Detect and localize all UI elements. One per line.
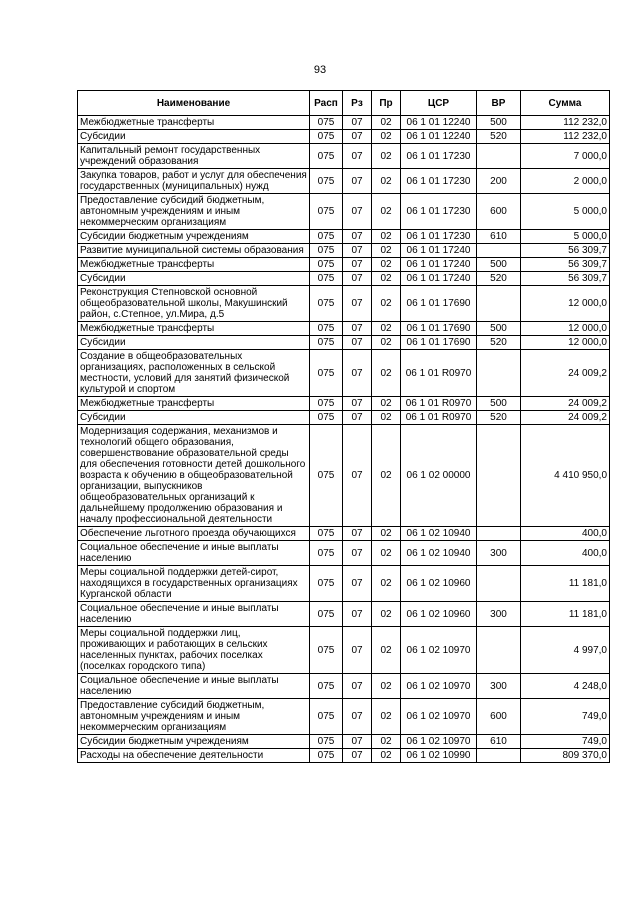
cell-sum: 12 000,0: [521, 286, 610, 322]
cell-vr: 500: [477, 322, 521, 336]
cell-rz: 07: [343, 602, 372, 627]
cell-rz: 07: [343, 749, 372, 763]
cell-vr: 200: [477, 169, 521, 194]
header-rz: Рз: [343, 91, 372, 116]
cell-rz: 07: [343, 336, 372, 350]
cell-rz: 07: [343, 258, 372, 272]
cell-rz: 07: [343, 350, 372, 397]
cell-name: Социальное обеспечение и иные выплаты населению: [78, 674, 310, 699]
cell-rz: 07: [343, 169, 372, 194]
table-row: [78, 272, 610, 286]
cell-vr: [477, 144, 521, 169]
table-row: [78, 674, 610, 699]
cell-name: Субсидии бюджетным учреждениям: [78, 230, 310, 244]
cell-csr: 06 1 01 17230: [401, 230, 477, 244]
cell-rasp: 075: [310, 350, 343, 397]
cell-sum: 2 000,0: [521, 169, 610, 194]
header-rasp: Расп: [310, 91, 343, 116]
cell-sum: 56 309,7: [521, 272, 610, 286]
cell-rasp: 075: [310, 272, 343, 286]
header-name: Наименование: [78, 91, 310, 116]
cell-rasp: 075: [310, 322, 343, 336]
cell-csr: 06 1 01 17230: [401, 169, 477, 194]
cell-vr: [477, 350, 521, 397]
cell-csr: 06 1 01 R0970: [401, 397, 477, 411]
cell-vr: 600: [477, 699, 521, 735]
cell-csr: 06 1 01 17240: [401, 258, 477, 272]
cell-sum: 749,0: [521, 735, 610, 749]
cell-sum: 7 000,0: [521, 144, 610, 169]
cell-sum: 5 000,0: [521, 194, 610, 230]
cell-csr: 06 1 01 17690: [401, 286, 477, 322]
cell-rz: 07: [343, 194, 372, 230]
table-row: [78, 627, 610, 674]
cell-rz: 07: [343, 735, 372, 749]
cell-sum: 400,0: [521, 541, 610, 566]
cell-rasp: 075: [310, 258, 343, 272]
cell-rasp: 075: [310, 116, 343, 130]
cell-name: Расходы на обеспечение деятельности: [78, 749, 310, 763]
cell-vr: 520: [477, 272, 521, 286]
cell-sum: 12 000,0: [521, 322, 610, 336]
table-row: [78, 322, 610, 336]
table-row: [78, 527, 610, 541]
cell-rasp: 075: [310, 627, 343, 674]
table-row: [78, 336, 610, 350]
header-csr: ЦСР: [401, 91, 477, 116]
cell-name: Капитальный ремонт государственных учреждений образования: [78, 144, 310, 169]
cell-csr: 06 1 02 10970: [401, 674, 477, 699]
cell-sum: 400,0: [521, 527, 610, 541]
cell-rasp: 075: [310, 749, 343, 763]
cell-name: Предоставление субсидий бюджетным, автономным учреждениям и иным некоммерческим организациям: [78, 194, 310, 230]
cell-pr: 02: [372, 735, 401, 749]
cell-pr: 02: [372, 627, 401, 674]
cell-rz: 07: [343, 674, 372, 699]
cell-csr: 06 1 01 R0970: [401, 350, 477, 397]
cell-csr: 06 1 01 12240: [401, 116, 477, 130]
budget-table: [77, 90, 610, 763]
cell-vr: [477, 286, 521, 322]
cell-name: Межбюджетные трансферты: [78, 116, 310, 130]
table-row: [78, 286, 610, 322]
cell-rasp: 075: [310, 336, 343, 350]
table-row: [78, 350, 610, 397]
page-number: 93: [313, 64, 327, 76]
cell-rasp: 075: [310, 602, 343, 627]
cell-rasp: 075: [310, 735, 343, 749]
cell-vr: 610: [477, 735, 521, 749]
cell-rz: 07: [343, 286, 372, 322]
table-row: [78, 230, 610, 244]
cell-rasp: 075: [310, 527, 343, 541]
cell-rasp: 075: [310, 674, 343, 699]
cell-rz: 07: [343, 244, 372, 258]
cell-rz: 07: [343, 272, 372, 286]
cell-vr: 300: [477, 674, 521, 699]
cell-sum: 749,0: [521, 699, 610, 735]
cell-csr: 06 1 01 17690: [401, 336, 477, 350]
cell-rasp: 075: [310, 541, 343, 566]
cell-name: Обеспечение льготного проезда обучающихся: [78, 527, 310, 541]
cell-pr: 02: [372, 286, 401, 322]
table-row: [78, 258, 610, 272]
cell-name: Создание в общеобразовательных организациях, расположенных в сельской местности, условий для занятий физической культурой и спортом: [78, 350, 310, 397]
cell-pr: 02: [372, 674, 401, 699]
table-row: [78, 749, 610, 763]
cell-csr: 06 1 02 10940: [401, 541, 477, 566]
cell-rz: 07: [343, 116, 372, 130]
cell-sum: 809 370,0: [521, 749, 610, 763]
cell-pr: 02: [372, 144, 401, 169]
cell-vr: 600: [477, 194, 521, 230]
cell-name: Межбюджетные трансферты: [78, 258, 310, 272]
cell-rz: 07: [343, 699, 372, 735]
table-row: [78, 169, 610, 194]
cell-sum: 11 181,0: [521, 602, 610, 627]
cell-pr: 02: [372, 425, 401, 527]
table-header-row: [78, 91, 610, 116]
cell-vr: 500: [477, 116, 521, 130]
cell-csr: 06 1 02 10970: [401, 735, 477, 749]
cell-rasp: 075: [310, 699, 343, 735]
cell-vr: 610: [477, 230, 521, 244]
cell-vr: 520: [477, 411, 521, 425]
table-row: [78, 735, 610, 749]
cell-sum: 56 309,7: [521, 244, 610, 258]
table-row: [78, 116, 610, 130]
cell-pr: 02: [372, 244, 401, 258]
cell-rasp: 075: [310, 397, 343, 411]
cell-vr: 300: [477, 541, 521, 566]
cell-name: Социальное обеспечение и иные выплаты населению: [78, 602, 310, 627]
cell-name: Закупка товаров, работ и услуг для обеспечения государственных (муниципальных) нужд: [78, 169, 310, 194]
cell-pr: 02: [372, 527, 401, 541]
cell-name: Субсидии: [78, 336, 310, 350]
cell-rz: 07: [343, 230, 372, 244]
table-row: [78, 541, 610, 566]
table-row: [78, 194, 610, 230]
cell-rz: 07: [343, 566, 372, 602]
cell-pr: 02: [372, 130, 401, 144]
cell-csr: 06 1 01 R0970: [401, 411, 477, 425]
cell-name: Предоставление субсидий бюджетным, автономным учреждениям и иным некоммерческим организациям: [78, 699, 310, 735]
cell-csr: 06 1 01 17230: [401, 194, 477, 230]
cell-rz: 07: [343, 322, 372, 336]
cell-sum: 4 248,0: [521, 674, 610, 699]
cell-pr: 02: [372, 230, 401, 244]
cell-csr: 06 1 02 10960: [401, 602, 477, 627]
cell-pr: 02: [372, 272, 401, 286]
cell-name: Субсидии: [78, 411, 310, 425]
cell-sum: 24 009,2: [521, 411, 610, 425]
cell-rasp: 075: [310, 144, 343, 169]
table-row: [78, 699, 610, 735]
cell-vr: [477, 566, 521, 602]
cell-rasp: 075: [310, 244, 343, 258]
table-body: [78, 116, 610, 763]
header-vr: ВР: [477, 91, 521, 116]
cell-pr: 02: [372, 116, 401, 130]
cell-rz: 07: [343, 144, 372, 169]
cell-sum: 4 410 950,0: [521, 425, 610, 527]
cell-sum: 112 232,0: [521, 116, 610, 130]
cell-csr: 06 1 02 00000: [401, 425, 477, 527]
table-row: [78, 244, 610, 258]
cell-csr: 06 1 02 10970: [401, 627, 477, 674]
header-sum: Сумма: [521, 91, 610, 116]
cell-csr: 06 1 02 10960: [401, 566, 477, 602]
cell-csr: 06 1 02 10970: [401, 699, 477, 735]
cell-csr: 06 1 02 10940: [401, 527, 477, 541]
cell-rasp: 075: [310, 425, 343, 527]
cell-name: Модернизация содержания, механизмов и технологий общего образования, совершенствование образовательной среды для обеспечения готовности детей дошкольного возраста к обучению в общеобразовательной организации, выпускников общеобразовательных организаций к дальнейшему продолжению образования и началу профессиональной деятельности: [78, 425, 310, 527]
cell-pr: 02: [372, 397, 401, 411]
cell-name: Развитие муниципальной системы образования: [78, 244, 310, 258]
cell-rz: 07: [343, 627, 372, 674]
table-row: [78, 425, 610, 527]
cell-pr: 02: [372, 350, 401, 397]
cell-rasp: 075: [310, 566, 343, 602]
table-row: [78, 130, 610, 144]
cell-pr: 02: [372, 749, 401, 763]
table-row: [78, 397, 610, 411]
cell-rz: 07: [343, 130, 372, 144]
cell-sum: 4 997,0: [521, 627, 610, 674]
cell-name: Межбюджетные трансферты: [78, 397, 310, 411]
cell-sum: 112 232,0: [521, 130, 610, 144]
cell-vr: 500: [477, 258, 521, 272]
cell-pr: 02: [372, 699, 401, 735]
cell-csr: 06 1 01 17690: [401, 322, 477, 336]
table-row: [78, 602, 610, 627]
cell-pr: 02: [372, 602, 401, 627]
cell-csr: 06 1 01 17230: [401, 144, 477, 169]
cell-name: Межбюджетные трансферты: [78, 322, 310, 336]
cell-sum: 11 181,0: [521, 566, 610, 602]
cell-vr: 520: [477, 336, 521, 350]
cell-rasp: 075: [310, 130, 343, 144]
cell-rz: 07: [343, 527, 372, 541]
cell-vr: [477, 527, 521, 541]
cell-rasp: 075: [310, 286, 343, 322]
table-row: [78, 566, 610, 602]
cell-pr: 02: [372, 194, 401, 230]
cell-sum: 24 009,2: [521, 350, 610, 397]
cell-rasp: 075: [310, 230, 343, 244]
cell-pr: 02: [372, 411, 401, 425]
cell-rasp: 075: [310, 169, 343, 194]
cell-rasp: 075: [310, 411, 343, 425]
cell-name: Меры социальной поддержки детей-сирот, находящихся в государственных организациях Курганской области: [78, 566, 310, 602]
cell-vr: [477, 244, 521, 258]
cell-sum: 5 000,0: [521, 230, 610, 244]
cell-name: Субсидии бюджетным учреждениям: [78, 735, 310, 749]
cell-pr: 02: [372, 169, 401, 194]
cell-csr: 06 1 01 17240: [401, 244, 477, 258]
cell-vr: 300: [477, 602, 521, 627]
cell-pr: 02: [372, 336, 401, 350]
cell-vr: 520: [477, 130, 521, 144]
cell-name: Субсидии: [78, 130, 310, 144]
cell-vr: [477, 627, 521, 674]
cell-rasp: 075: [310, 194, 343, 230]
cell-csr: 06 1 02 10990: [401, 749, 477, 763]
cell-sum: 24 009,2: [521, 397, 610, 411]
cell-pr: 02: [372, 322, 401, 336]
cell-sum: 56 309,7: [521, 258, 610, 272]
cell-vr: [477, 749, 521, 763]
cell-pr: 02: [372, 258, 401, 272]
cell-csr: 06 1 01 17240: [401, 272, 477, 286]
table-row: [78, 411, 610, 425]
cell-name: Социальное обеспечение и иные выплаты населению: [78, 541, 310, 566]
cell-name: Субсидии: [78, 272, 310, 286]
cell-csr: 06 1 01 12240: [401, 130, 477, 144]
cell-name: Реконструкция Степновской основной общеобразовательной школы, Макушинский район, с.Степное, ул.Мира, д.5: [78, 286, 310, 322]
cell-pr: 02: [372, 566, 401, 602]
cell-rz: 07: [343, 411, 372, 425]
table-row: [78, 144, 610, 169]
cell-sum: 12 000,0: [521, 336, 610, 350]
cell-rz: 07: [343, 425, 372, 527]
cell-name: Меры социальной поддержки лиц, проживающих и работающих в сельских населенных пунктах, рабочих поселках (поселках городского типа): [78, 627, 310, 674]
cell-vr: 500: [477, 397, 521, 411]
cell-vr: [477, 425, 521, 527]
cell-rz: 07: [343, 397, 372, 411]
header-pr: Пр: [372, 91, 401, 116]
cell-rz: 07: [343, 541, 372, 566]
cell-pr: 02: [372, 541, 401, 566]
